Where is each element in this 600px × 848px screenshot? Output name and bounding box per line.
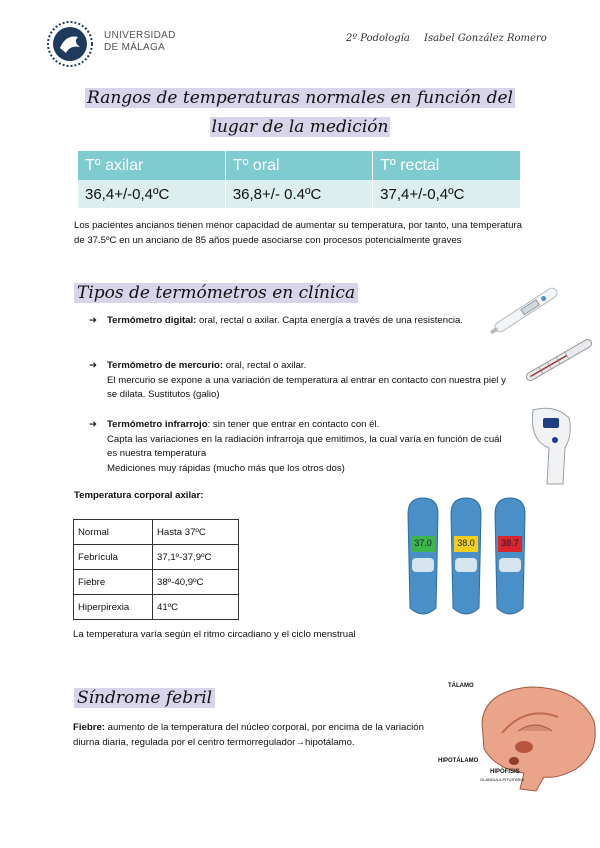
table-row: Hiperpirexia 41ºC [74,595,239,620]
thermometer-yellow [451,498,481,614]
axillary-temperature-table [73,519,239,620]
reading-red: 38.7 [501,538,519,548]
brain-diagram [438,683,600,793]
course-label: 2º Podología [346,33,410,44]
list-item-digital: ➔ Termómetro digital: oral, rectal o axilar. Capta energía a través de una resistencia. [89,314,509,329]
elderly-note: Los pacientes ancianos tienen menor capacidad de aumentar su temperatura, por tanto, una temperatura de 37.5ºC en un anciano de 85 años puede asociarse con procesos potencialmente graves [74,220,522,246]
label-talamo: TÁLAMO [448,683,474,689]
fever-definition: Fiebre: aumento de la temperatura del núcleo corporal, por encima de la variación diurna diaria, regulada por el centro termorregulador→hipotálamo. [73,722,424,748]
mercury-thermometer-image [518,336,600,384]
axillary-label: Temperatura corporal axilar: [74,490,204,501]
thermometer-red [495,498,525,614]
arrow-icon: ➔ [89,315,98,326]
circadian-note: La temperatura varía según el ritmo circadiano y el ciclo menstrual [73,629,356,640]
reading-yellow: 38.0 [457,538,475,548]
arrow-icon: ➔ [89,360,98,371]
digital-thermometer-image [482,280,570,340]
header-oral: Tº oral [225,151,372,180]
arrow-icon: ➔ [89,419,98,430]
infrared-thermometer-image [525,404,577,488]
thermometer-green [408,498,438,614]
table-row: Fiebre 38º-40,9ºC [74,570,239,595]
university-name: UNIVERSIDAD DE MÁLAGA [104,30,176,53]
header-rectal: Tº rectal [373,151,520,180]
section-heading-fever: Síndrome febril [74,688,215,708]
list-item-infrared: ➔ Termómetro infrarrojo: sin tener que entrar en contacto con él. Capta las variaciones en la radiación infrarroja que emitimos, la cual varía en función de cuál es nuestra temperatura Mediciones muy rápidas (mucho más que los otros dos) [89,419,502,474]
label-glandula: GLÁNDULA PITUITARIA [480,777,525,782]
thermometer-readings-image [403,496,533,622]
value-oral: 36,8+/- 0.4ºC [225,180,372,208]
label-hipofisis: HIPÓFISIS [490,769,520,775]
author-name: Isabel González Romero [424,33,547,44]
list-item-mercury: ➔ Termómetro de mercurio: oral, rectal o axilar. El mercurio se expone a una variación de temperatura al entrar en contacto con nuestra piel y se dilata. Sustitutos (galio) [89,360,506,400]
table-row: Normal Hasta 37ºC [74,520,239,545]
normal-temperature-table [78,151,520,208]
header-axilar: Tº axilar [78,151,225,180]
table-row: Febrícula 37,1º-37,9ºC [74,545,239,570]
university-logo [46,20,94,68]
value-axilar: 36,4+/-0,4ºC [78,180,225,208]
section-heading-thermometers: Tipos de termómetros en clínica [74,283,358,303]
reading-green: 37.0 [414,538,432,548]
page-title: Rangos de temperaturas normales en función del lugar de la medición [87,88,513,137]
value-rectal: 37,4+/-0,4ºC [373,180,520,208]
label-hipotalamo: HIPOTÁLAMO [438,758,479,764]
